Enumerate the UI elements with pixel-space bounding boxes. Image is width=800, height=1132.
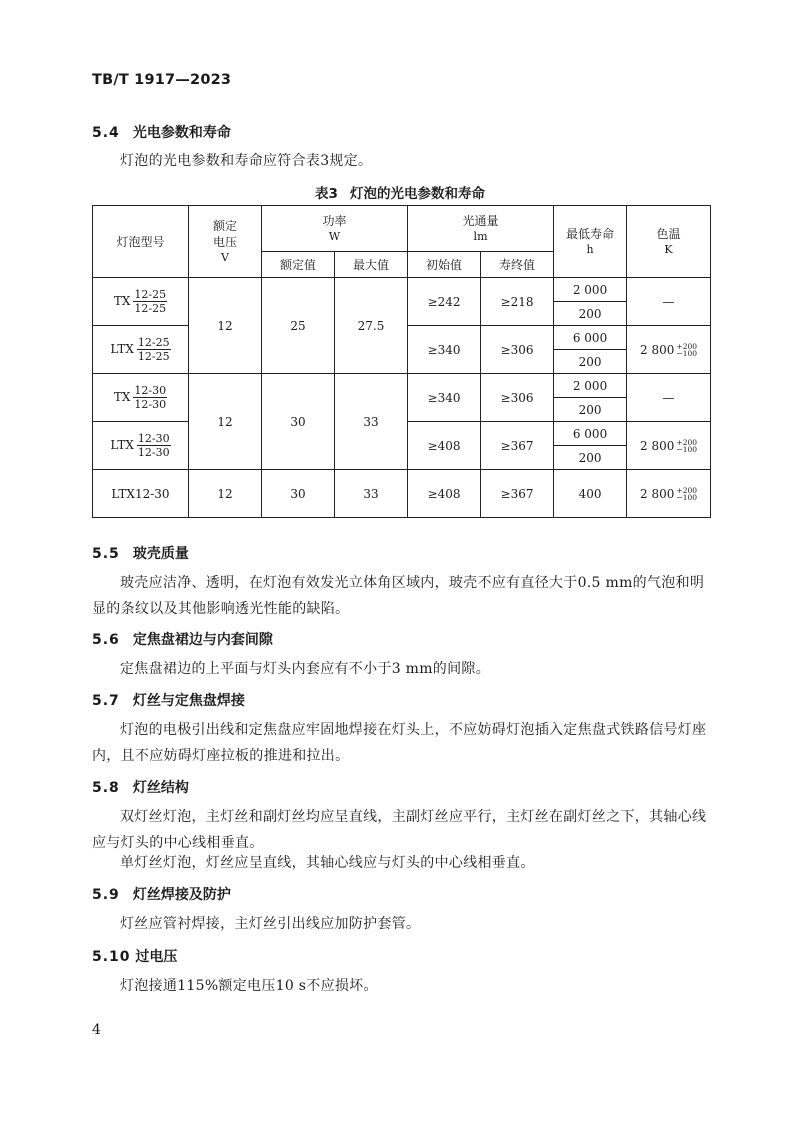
section-heading-5-10 [92,946,177,966]
life-main-cell: 6 000 [554,326,627,350]
section-title: 光电参数和寿命 [132,125,231,141]
section-heading-5-4 [92,122,231,142]
section-heading-5-6 [92,629,273,649]
section-text-5-6: 定焦盘裙边的上平面与灯头内套应有不小于3 mm的间隙。 [120,661,491,677]
section-text-5-4: 灯泡的光电参数和寿命应符合表3规定。 [120,153,373,169]
power-rated-cell: 25 [262,278,335,374]
header-flux: 光通量 lm [408,206,554,252]
color-temp-cell: — [627,374,711,422]
life-sub-cell: 200 [554,446,627,470]
color-temp-cell: 2 800 +200 −100 [627,326,711,374]
flux-initial-cell: ≥408 [408,470,481,518]
flux-end-cell: ≥218 [481,278,554,326]
section-title: 灯丝结构 [132,780,189,796]
header-model: 灯泡型号 [93,206,189,278]
color-temp-cell: 2 800 +200 −100 [627,470,711,518]
life-sub-cell: 200 [554,302,627,326]
color-temp-cell: — [627,278,711,326]
section-title: 过电压 [135,949,178,965]
model-cell: TX $\frac{12-30}{12-30}$ [93,374,189,422]
section-text-5-10: 灯泡接通115%额定电压10 s不应损坏。 [120,978,378,994]
life-main-cell: 2 000 [554,278,627,302]
flux-end-cell: ≥367 [481,470,554,518]
table-caption [0,182,800,202]
power-max-cell: 27.5 [335,278,408,374]
flux-initial-cell: ≥408 [408,422,481,470]
parameters-table [92,205,711,518]
section-text-5-8-double: 双灯丝灯泡，主灯丝和副灯丝均应呈直线，主副灯丝应平行，主灯丝在副灯丝之下，其轴心线应与灯头的中心线相垂直。 [92,809,707,851]
power-rated-cell: 30 [262,470,335,518]
section-number: 5.4 [92,125,120,141]
page-number: 4 [92,1022,101,1038]
voltage-cell: 12 [189,470,262,518]
section-heading-5-9 [92,884,231,904]
section-text-5-7: 灯泡的电极引出线和定焦盘应牢固地焊接在灯头上，不应妨碍灯泡插入定焦盘式铁路信号灯座内，且不应妨碍灯座拉板的推进和拉出。 [92,722,707,764]
section-text-5-9: 灯丝应管衬焊接，主灯丝引出线应加防护套管。 [120,916,421,932]
section-heading-5-7 [92,690,245,710]
voltage-cell: 12 [189,374,262,470]
table-caption-title: 灯泡的光电参数和寿命 [349,186,485,202]
model-cell: LTX $\frac{12-30}{12-30}$ [93,422,189,470]
life-sub-cell: 200 [554,398,627,422]
section-title: 灯丝焊接及防护 [132,887,231,903]
model-cell: TX $\frac{12-25}{12-25}$ [93,278,189,326]
section-number: 5.9 [92,887,120,903]
section-text-5-5: 玻壳应洁净、透明，在灯泡有效发光立体角区域内，玻壳不应有直径大于0.5 mm的气泡和明显的条纹以及其他影响透光性能的缺陷。 [92,575,705,617]
section-title: 玻壳质量 [132,546,189,562]
header-flux-end: 寿终值 [481,252,554,278]
flux-end-cell: ≥306 [481,374,554,422]
voltage-cell: 12 [189,278,262,374]
flux-end-cell: ≥306 [481,326,554,374]
flux-end-cell: ≥367 [481,422,554,470]
section-number: 5.7 [92,693,120,709]
flux-initial-cell: ≥340 [408,374,481,422]
model-cell: LTX12-30 [93,470,189,518]
life-cell: 400 [554,470,627,518]
header-rated-voltage: 额定电压 V [189,206,262,278]
section-title: 灯丝与定焦盘焊接 [132,693,245,709]
header-flux-initial: 初始值 [408,252,481,278]
table-row [93,470,711,518]
life-sub-cell: 200 [554,350,627,374]
document-code: TB/T 1917—2023 [92,72,232,88]
section-heading-5-5 [92,543,189,563]
table-row [93,278,711,302]
power-max-cell: 33 [335,470,408,518]
life-main-cell: 2 000 [554,374,627,398]
section-number: 5.5 [92,546,120,562]
section-heading-5-8 [92,777,189,797]
section-number: 5.6 [92,632,120,648]
table-caption-number: 表3 [315,186,338,202]
header-min-life: 最低寿命 h [554,206,627,278]
section-title: 定焦盘裙边与内套间隙 [132,632,273,648]
section-text-5-8-single: 单灯丝灯泡，灯丝应呈直线，其轴心线应与灯头的中心线相垂直。 [120,855,535,871]
header-power-rated: 额定值 [262,252,335,278]
power-rated-cell: 30 [262,374,335,470]
section-number: 5.8 [92,780,120,796]
header-power-max: 最大值 [335,252,408,278]
life-main-cell: 6 000 [554,422,627,446]
header-power: 功率 W [262,206,408,252]
model-cell: LTX $\frac{12-25}{12-25}$ [93,326,189,374]
section-number: 5.10 [92,949,131,965]
flux-initial-cell: ≥242 [408,278,481,326]
header-color-temp: 色温 K [627,206,711,278]
flux-initial-cell: ≥340 [408,326,481,374]
color-temp-cell: 2 800 +200 −100 [627,422,711,470]
power-max-cell: 33 [335,374,408,470]
table-row [93,374,711,398]
